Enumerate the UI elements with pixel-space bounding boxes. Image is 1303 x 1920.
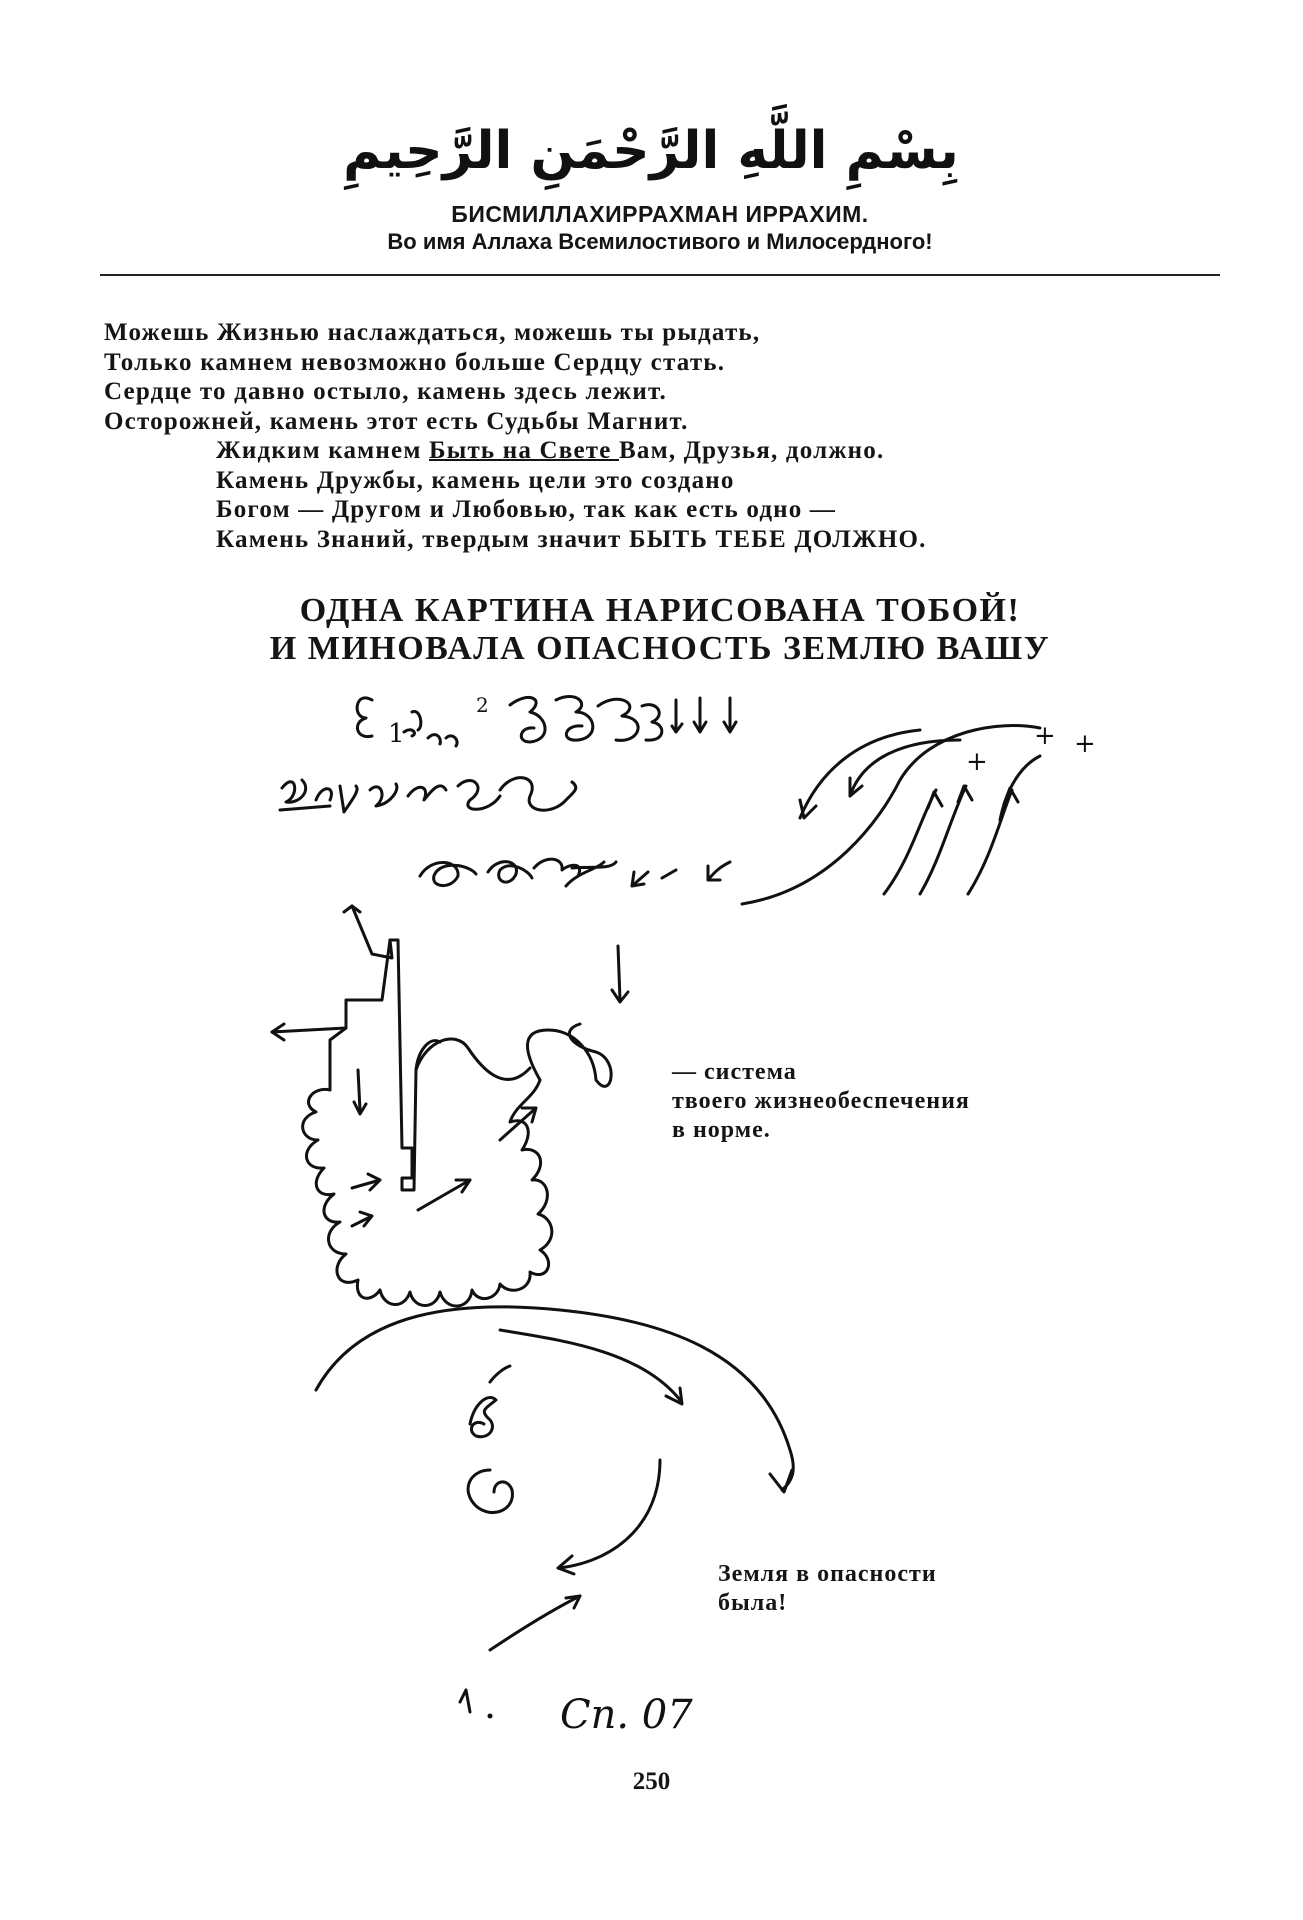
poem-line-6: Камень Дружбы, камень цели это создано	[216, 466, 735, 494]
caption-life-support-line-2: твоего жизнеобеспечения	[672, 1088, 970, 1114]
poem-line-8: Камень Знаний, твердым значит БЫТЬ ТЕБЕ ДОЛЖНО.	[216, 525, 927, 553]
poem-line-2: Только камнем невозможно больше Сердцу стать.	[104, 348, 726, 376]
caption-earth-danger-line-2: была!	[718, 1590, 788, 1616]
life-support-figure	[272, 906, 628, 1306]
handwriting-row-2	[280, 778, 576, 812]
plus-sign-3: +	[1074, 729, 1096, 759]
poem-line-4: Осторожней, камень этот есть Судьбы Магнит.	[104, 407, 689, 435]
poem-line-5-prefix: Жидким камнем	[216, 437, 429, 464]
section-title-line-2: И МИНОВАЛА ОПАСНОСТЬ ЗЕМЛЮ ВАШУ	[269, 630, 1051, 667]
poem-line-5-underlined: Быть на Свете	[429, 437, 620, 464]
poem-line-7: Богом — Другом и Любовью, так как есть одно —	[216, 496, 837, 523]
caption-life-support	[672, 1058, 970, 1145]
caption-earth-danger	[718, 1560, 937, 1618]
handwritten-signature: Cn. 07	[560, 1692, 693, 1738]
poem-line-1: Можешь Жизнью наслаждаться, можешь ты рыдать,	[104, 319, 761, 346]
page-number: 250	[632, 1768, 671, 1795]
section-title-line-1: ОДНА КАРТИНА НАРИСОВАНА ТОБОЙ!	[299, 592, 1021, 629]
handwritten-number-1: 1	[388, 719, 405, 749]
plus-sign-2: +	[1034, 721, 1056, 751]
handwriting-row-1	[357, 693, 736, 749]
caption-life-support-line-1: — система	[672, 1059, 797, 1085]
poem-line-3: Сердце то давно остыло, камень здесь лежит.	[104, 378, 667, 405]
flow-arrows	[742, 721, 1096, 904]
caption-life-support-line-3: в норме.	[672, 1117, 771, 1143]
bismillah-translation: Во имя Аллаха Всемилостивого и Милосердного!	[387, 229, 933, 254]
handwriting-row-3	[420, 859, 730, 886]
bismillah-transliteration: БИСМИЛЛАХИРРАХМАН ИРРАХИМ.	[451, 201, 869, 227]
poem-line-5-suffix: Вам, Друзья, должно.	[619, 437, 885, 464]
plus-sign-1: +	[966, 747, 988, 777]
caption-earth-danger-line-1: Земля в опасности	[718, 1561, 937, 1587]
bismillah-arabic: بِسْمِ اللَّهِ الرَّحْمَنِ الرَّحِيمِ	[343, 121, 959, 181]
handwritten-number-2: 2	[476, 693, 489, 717]
earth-danger-figure	[316, 1307, 793, 1738]
